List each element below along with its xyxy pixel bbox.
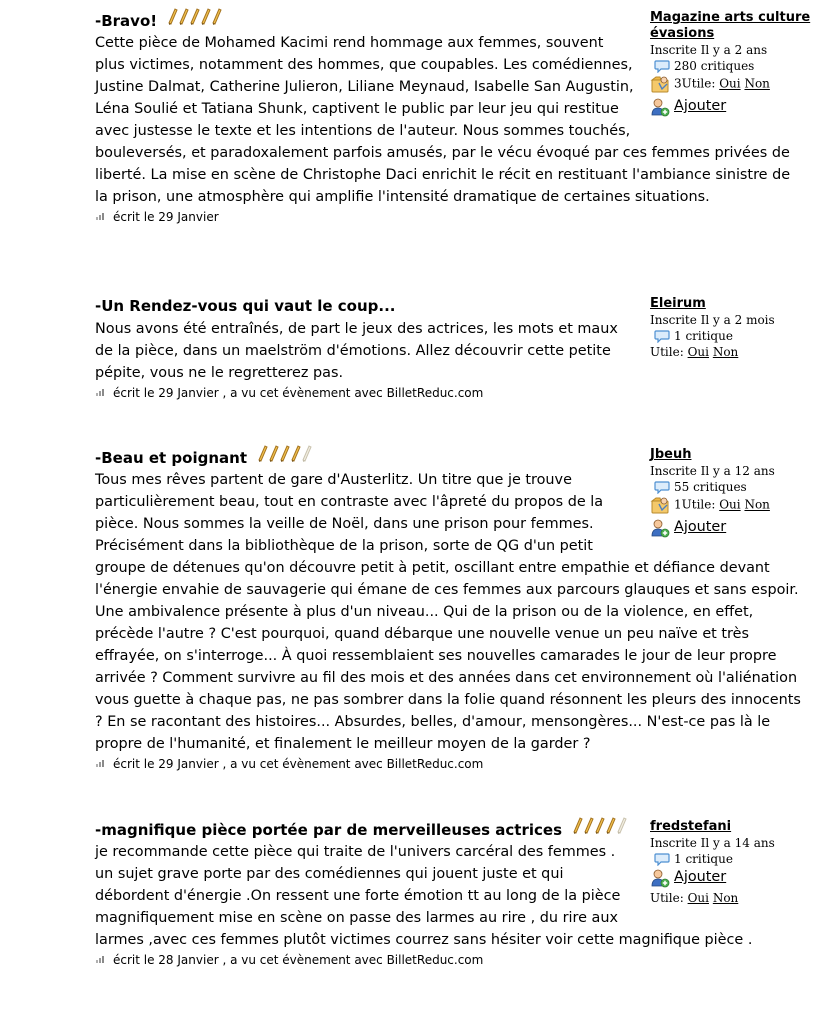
- speech-bubble-icon: [654, 60, 670, 73]
- review-text: Cette pièce de Mohamed Kacimi rend hommage aux femmes, souvent plus victimes, notamment des hommes, que coupables. Les comédiennes, Justine Dalmat, Catherine Julieron, Liliane Meynaud, Isabelle San Augustin, Léna Soulié et Tatiana Shunk, captivent le public par leur jeu qui restitue avec justesse le texte et les intentions de l'auteur. Nous sommes touchés, bouleversés, et paradoxalement parfois amusés, par le vécu évoqué par ces femmes privées de liberté. La mise en scène de Christophe Daci enrichit le récit en restituant l'ambiance sinistre de la prison, une atmosphère qui amplifie l'intensité dramatique de certaines situations.: [95, 35, 791, 205]
- utile-row: 1Utile: Oui Non: [650, 495, 825, 515]
- add-user-icon: [650, 868, 670, 888]
- add-user-icon: [650, 518, 670, 538]
- utile-non-link[interactable]: Non: [744, 76, 770, 91]
- author-inscrite: Inscrite Il y a 2 mois: [650, 313, 775, 327]
- signal-icon: [95, 211, 107, 221]
- author-critiques[interactable]: 1 critique: [650, 851, 825, 867]
- ajouter-link[interactable]: Ajouter: [674, 869, 727, 885]
- utile-row: Utile: Oui Non: [650, 345, 739, 359]
- author-box: [650, 447, 825, 538]
- review-4: [95, 819, 805, 968]
- signal-icon: [95, 954, 107, 964]
- review-meta: écrit le 28 Janvier , a vu cet évènement avec BilletReduc.com: [95, 952, 805, 968]
- utile-oui-link[interactable]: Oui: [687, 345, 709, 359]
- speech-bubble-icon: [654, 853, 670, 866]
- author-inscrite: Inscrite Il y a 12 ans: [650, 464, 775, 478]
- review-title: -Un Rendez-vous qui vaut le coup...: [95, 297, 396, 315]
- utile-oui-link[interactable]: Oui: [687, 890, 709, 905]
- utile-non-link[interactable]: Non: [712, 890, 739, 905]
- signal-icon: [95, 387, 107, 397]
- author-box: [650, 10, 825, 117]
- author-box: [650, 296, 825, 360]
- author-name-link[interactable]: Eleirum: [650, 296, 706, 311]
- utile-row: Utile: Oui Non: [650, 890, 739, 905]
- author-critiques[interactable]: 1 critique: [650, 328, 825, 344]
- ajouter-link[interactable]: Ajouter: [674, 519, 727, 535]
- author-name-link[interactable]: Magazine arts culture évasions: [650, 10, 811, 41]
- author-inscrite: Inscrite Il y a 14 ans: [650, 836, 775, 850]
- review-text: Tous mes rêves partent de gare d'Austerlitz. Un titre que je trouve particulièrement beau, tout en contraste avec l'âpreté du propos de la pièce. Nous sommes la veille de Noël, dans une prison pour femmes. Précisément dans la bibliothèque de la prison, sorte de QG d'un petit groupe de détenues qu'on découvre petit à petit, oscillant entre empathie et défiance devant l'énergie envahie de sauvagerie qui émane de ces femmes aux parcours glauques et sans espoir. Une ambivalence présente à plus d'un niveau... Qui de la prison ou de la violence, en effet, précède l'autre ? C'est pourquoi, quand débarque une nouvelle venue un peu naïve et très effrayée, on s'interroge... À quoi ressemblaient ses nouvelles camarades le jour de leur propre arrivée ? Comment survivre au fil des mois et des années dans cet environnement où l'aliénation vous guette à chaque pas, ne pas sombrer dans la folie quand résonnent les pleurs des innocents ? En se racontant des histoires... Absurdes, belles, d'amour, mensongères... N'est-ce pas là le propre de l'humanité, et finalement le meilleur moyen de la garder ?: [95, 472, 801, 752]
- review-2: [95, 296, 805, 401]
- review-3: [95, 447, 805, 772]
- utile-row: 3Utile: Oui Non: [650, 74, 825, 94]
- utile-oui-link[interactable]: Oui: [719, 76, 741, 91]
- review-meta: écrit le 29 Janvier , a vu cet évènement avec BilletReduc.com: [95, 385, 805, 401]
- author-critiques[interactable]: 280 critiques: [650, 58, 825, 74]
- folder-person-icon: [650, 495, 670, 515]
- folder-person-icon: [650, 74, 670, 94]
- utile-oui-link[interactable]: Oui: [719, 497, 741, 512]
- review-text: je recommande cette pièce qui traite de l'univers carcéral des femmes . un sujet grave porte par des comédiennes qui jouent juste et qui débordent d'énergie .On ressent une forte émotion tt au long de la pièce magnifiquement mise en scène on passe des larmes au rire , du rire aux larmes ,avec ces femmes plutôt victimes courrez sans hésiter voir cette magnifique pièce .: [95, 844, 753, 948]
- speech-bubble-icon: [654, 330, 670, 343]
- utile-non-link[interactable]: Non: [744, 497, 770, 512]
- review-title: -Bravo!: [95, 12, 158, 30]
- speech-bubble-icon: [654, 481, 670, 494]
- ajouter-row[interactable]: [650, 517, 825, 538]
- review-1: [95, 10, 811, 225]
- review-text: Nous avons été entraînés, de part le jeux des actrices, les mots et maux de la pièce, dans un maelström d'émotions. Allez découvrir cette petite pépite, vous ne le regretterez pas.: [95, 321, 618, 381]
- rating-stars-icon: [166, 7, 222, 30]
- review-title: -magnifique pièce portée par de merveilleuses actrices: [95, 821, 562, 839]
- author-critiques[interactable]: 55 critiques: [650, 479, 825, 495]
- author-inscrite: Inscrite Il y a 2 ans: [650, 43, 768, 57]
- ajouter-row[interactable]: [650, 96, 825, 117]
- author-name-link[interactable]: Jbeuh: [650, 447, 692, 462]
- add-user-icon: [650, 97, 670, 117]
- author-name-link[interactable]: fredstefani: [650, 819, 732, 834]
- rating-stars-icon: [571, 816, 627, 839]
- review-title: -Beau et poignant: [95, 449, 247, 467]
- signal-icon: [95, 758, 107, 768]
- ajouter-link[interactable]: Ajouter: [674, 98, 727, 114]
- review-meta: écrit le 29 Janvier , a vu cet évènement avec BilletReduc.com: [95, 756, 805, 772]
- rating-stars-icon: [256, 444, 312, 467]
- ajouter-row[interactable]: [650, 867, 825, 888]
- utile-non-link[interactable]: Non: [712, 345, 739, 359]
- author-box: [650, 819, 825, 906]
- review-meta: écrit le 29 Janvier: [95, 209, 805, 225]
